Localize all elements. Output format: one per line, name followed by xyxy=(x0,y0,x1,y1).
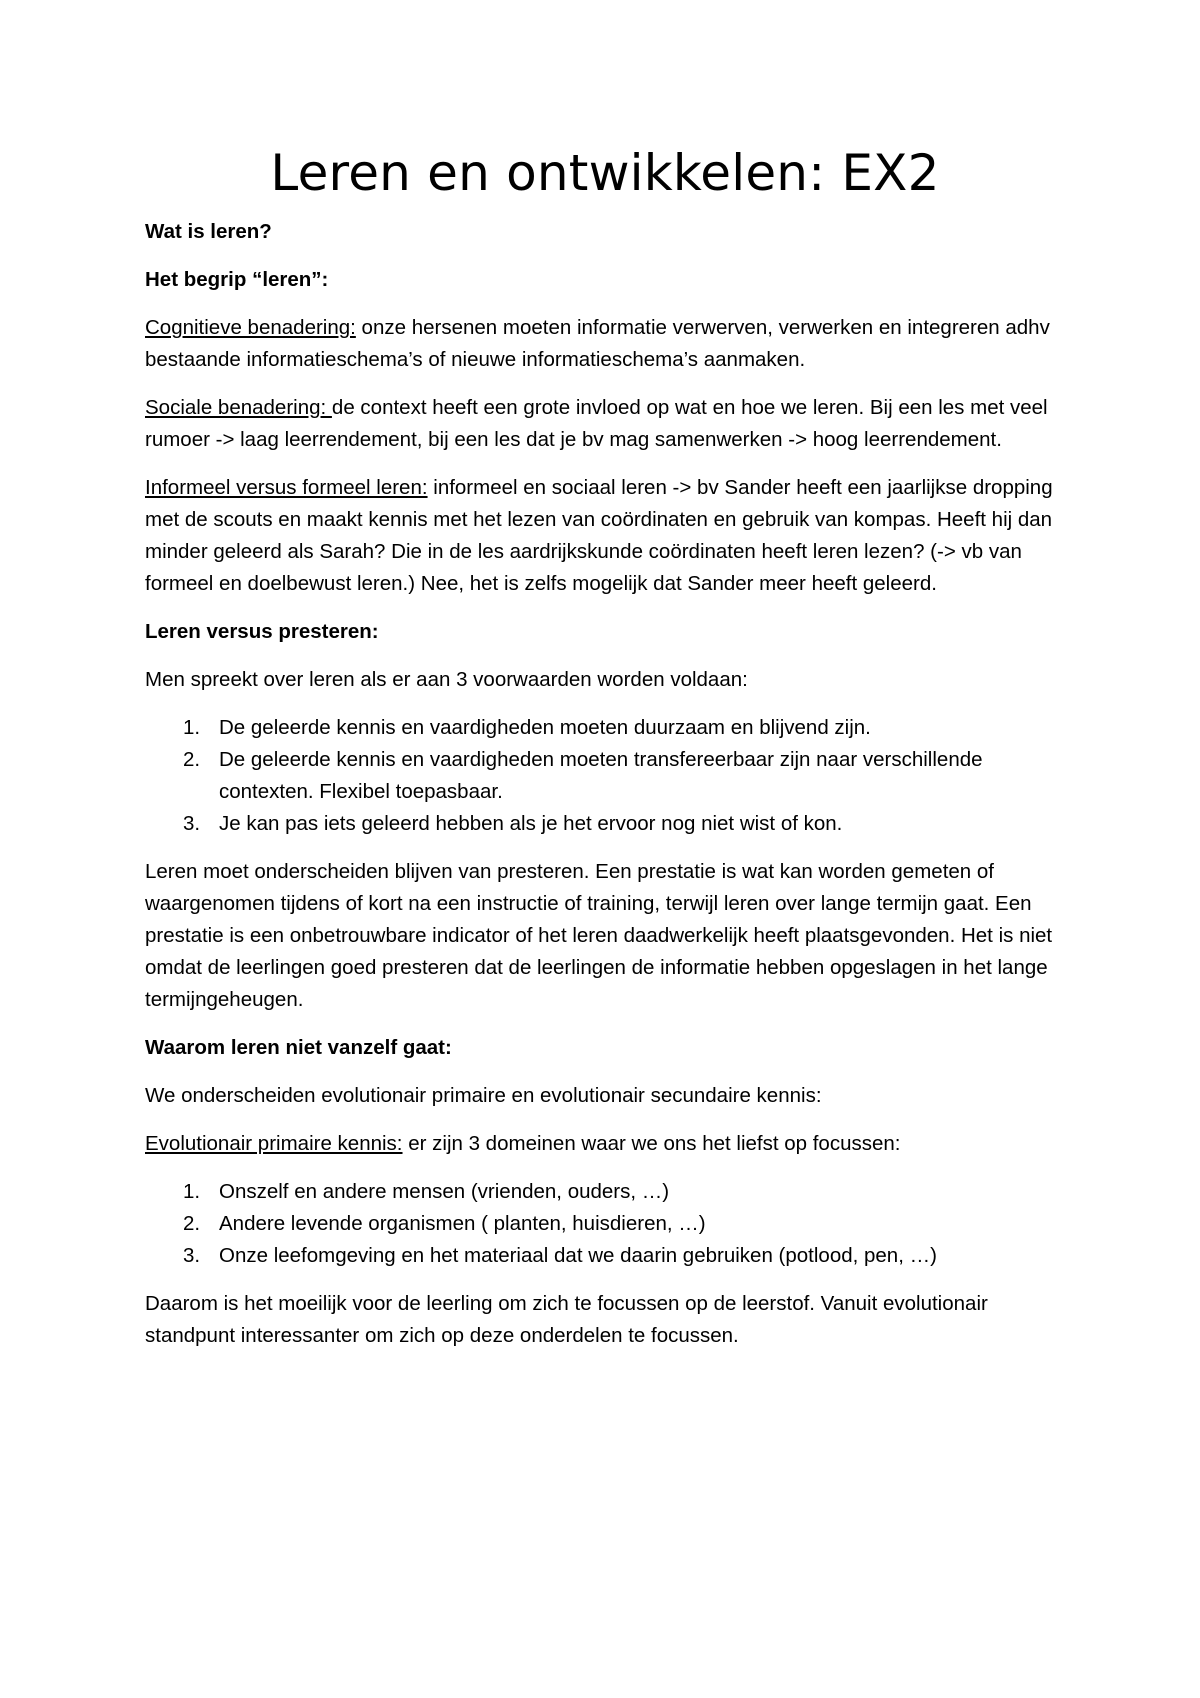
text-primaire-kennis: er zijn 3 domeinen waar we ons het liefst op focussen: xyxy=(402,1132,901,1155)
list-item-number: 3. xyxy=(183,812,201,835)
paragraph-voorwaarden-intro: Men spreekt over leren als er aan 3 voorwaarden worden voldaan: xyxy=(145,668,748,691)
text-cognitieve-benadering: onze hersenen moeten informatie verwerven, verwerken en integreren adhv bestaande informatieschema’s of nieuwe informatieschema’s aanmaken. xyxy=(145,316,1050,371)
paragraph-cognitieve-benadering xyxy=(145,312,1065,376)
list-item-text: Onze leefomgeving en het materiaal dat we daarin gebruiken (potlood, pen, …) xyxy=(219,1244,937,1267)
list-item-number: 2. xyxy=(183,748,201,771)
term-primaire-kennis: Evolutionair primaire kennis: xyxy=(145,1132,403,1155)
paragraph-informeel-formeel xyxy=(145,472,1065,600)
heading-begrip-leren: Het begrip “leren”: xyxy=(145,268,329,291)
term-sociale-benadering: Sociale benadering: xyxy=(145,396,332,419)
paragraph-sociale-benadering xyxy=(145,392,1065,456)
document-title: Leren en ontwikkelen: EX2 xyxy=(270,144,940,202)
list-item-text: Onszelf en andere mensen (vrienden, ouders, …) xyxy=(219,1180,670,1203)
term-informeel-formeel: Informeel versus formeel leren: xyxy=(145,476,428,499)
heading-leren-presteren: Leren versus presteren: xyxy=(145,620,379,643)
list-item xyxy=(145,1176,1065,1208)
list-item-number: 3. xyxy=(183,1244,201,1267)
list-item-number: 1. xyxy=(183,716,201,739)
document-content xyxy=(145,140,1065,1368)
list-item xyxy=(145,1208,1065,1240)
list-item xyxy=(145,712,1065,744)
list-item xyxy=(145,1240,1065,1272)
list-item xyxy=(145,744,1065,808)
list-item-number: 2. xyxy=(183,1212,201,1235)
heading-wat-is-leren: Wat is leren? xyxy=(145,220,272,243)
list-domeinen xyxy=(145,1176,1065,1272)
paragraph-presteren: Leren moet onderscheiden blijven van presteren. Een prestatie is wat kan worden gemeten of waargenomen tijdens of kort na een instructie of training, terwijl leren over lange termijn gaat. Een prestatie is een onbetrouwbare indicator of het leren daadwerkelijk heeft plaatsgevonden. Het is niet omdat de leerlingen goed presteren dat de leerlingen de informatie hebben opgeslagen in het lange termijngeheugen. xyxy=(145,860,1053,1011)
list-item-number: 1. xyxy=(183,1180,201,1203)
list-item-text: De geleerde kennis en vaardigheden moeten transfereerbaar zijn naar verschillende contexten. Flexibel toepasbaar. xyxy=(219,748,983,803)
paragraph-conclusie: Daarom is het moeilijk voor de leerling om zich te focussen op de leerstof. Vanuit evolutionair standpunt interessanter om zich op deze onderdelen te focussen. xyxy=(145,1292,988,1347)
term-cognitieve-benadering: Cognitieve benadering: xyxy=(145,316,356,339)
heading-waarom-niet-vanzelf: Waarom leren niet vanzelf gaat: xyxy=(145,1036,452,1059)
list-item-text: Je kan pas iets geleerd hebben als je het ervoor nog niet wist of kon. xyxy=(219,812,843,835)
list-item-text: Andere levende organismen ( planten, huisdieren, …) xyxy=(219,1212,706,1235)
paragraph-primaire-kennis xyxy=(145,1128,1065,1160)
text-sociale-benadering: de context heeft een grote invloed op wat en hoe we leren. Bij een les met veel rumoer -> laag leerrendement, bij een les dat je bv mag samenwerken -> hoog leerrendement. xyxy=(145,396,1048,451)
list-item xyxy=(145,808,1065,840)
text-informeel-formeel: informeel en sociaal leren -> bv Sander heeft een jaarlijkse dropping met de scouts en maakt kennis met het lezen van coördinaten en gebruik van kompas. Heeft hij dan minder geleerd als Sarah? Die in de les aardrijkskunde coördinaten heeft leren lezen? (-> vb van formeel en doelbewust leren.) Nee, het is zelfs mogelijk dat Sander meer heeft geleerd. xyxy=(145,476,1053,595)
list-voorwaarden xyxy=(145,712,1065,840)
paragraph-onderscheid: We onderscheiden evolutionair primaire en evolutionair secundaire kennis: xyxy=(145,1084,822,1107)
list-item-text: De geleerde kennis en vaardigheden moeten duurzaam en blijvend zijn. xyxy=(219,716,871,739)
